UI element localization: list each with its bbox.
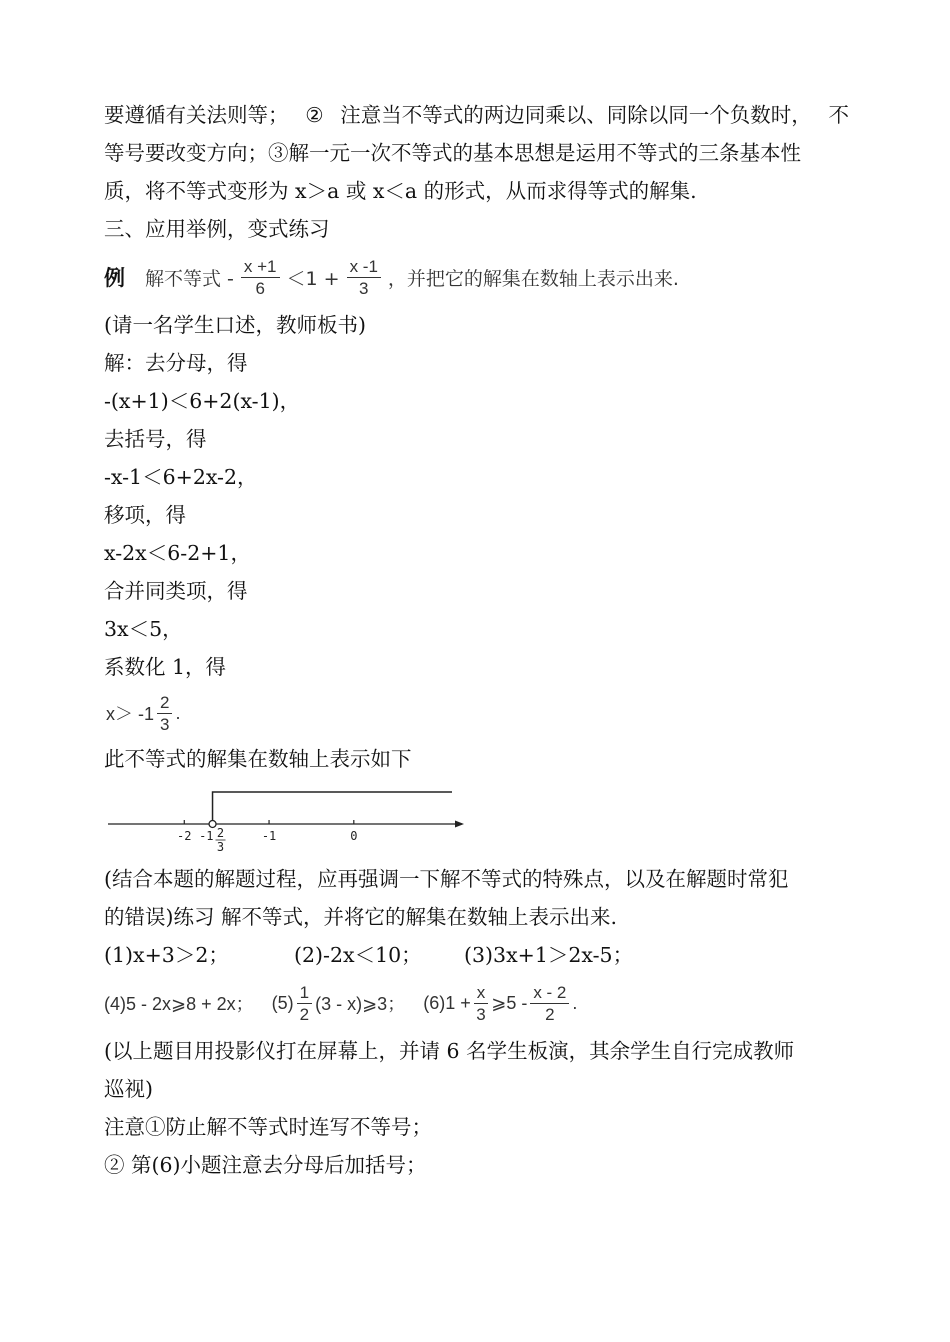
intro-line-3: 质，将不等式变形为 x＞a 或 x＜a 的形式，从而求得等式的解集. [104, 179, 697, 203]
exercise-item-3: (3)3x+1＞2x-5； [464, 943, 634, 967]
exercise-item-1: (1)x+3＞2； [104, 943, 229, 967]
fraction-denominator: 2 [545, 1004, 555, 1024]
solution-set-ray [213, 792, 452, 820]
exercise-item-4: (4)5 - 2x⩾8 + 2x； [104, 994, 254, 1014]
attention-note-1: 注意①防止解不等式时连写不等号； [104, 1115, 432, 1139]
intro-line-1-part-c: 注意当不等式的两边同乘以、同除以同一个负数时， [340, 103, 812, 127]
answer-prefix: x＞ -1 [106, 704, 155, 724]
open-circle-point [209, 821, 216, 828]
exercise-row-2 [104, 974, 849, 1032]
solution-step: -(x+1)＜6+2(x-1)， [104, 389, 301, 413]
practice-intro-line-1: (结合本题的解题过程，应再强调一下解不等式的特殊点，以及在解题时常犯 [104, 867, 789, 891]
fraction-numerator: 1 [297, 984, 312, 1004]
fraction-numerator: x [474, 984, 489, 1004]
section-heading: 三、应用举例，变式练习 [104, 217, 330, 241]
solution-answer [104, 686, 849, 740]
axis-tick-label: 0 [350, 829, 358, 843]
example-suffix: ，并把它的解集在数轴上表示出来. [387, 267, 679, 290]
fraction-denominator: 2 [299, 1004, 310, 1024]
exercise-item-5-prefix: (5) [271, 992, 294, 1013]
axis-tick-label: -2 [177, 829, 192, 843]
fraction-denominator: 6 [255, 278, 265, 298]
practice-intro-line-2: 的错误)练习 解不等式，并将它的解集在数轴上表示出来. [104, 905, 618, 929]
example-label: 例 [104, 266, 125, 290]
fraction-denominator: 3 [359, 278, 369, 298]
marked-point-label [199, 826, 225, 854]
answer-suffix: . [175, 702, 181, 723]
axis-tick-label: -1 [261, 829, 277, 843]
fraction-denominator: 3 [476, 1004, 486, 1024]
solution-step: -x-1＜6+2x-2， [104, 465, 258, 489]
example-fraction-1 [241, 258, 280, 297]
intro-line-1-part-b: ② [305, 103, 324, 127]
fraction-numerator: x - 2 [530, 984, 569, 1004]
marked-point-label-denominator: 3 [216, 840, 225, 854]
intro-line-1-part-a: 要遵循有关法则等； [104, 103, 289, 127]
example-prefix: 解不等式 - [145, 267, 234, 290]
intro-line-1-part-d: 不 [828, 103, 849, 127]
number-line-figure [104, 778, 849, 860]
number-line-svg [104, 778, 474, 860]
solution-step: 移项，得 [104, 503, 186, 527]
exercise-row-1 [104, 936, 849, 974]
exercise-item-6-fraction-1 [474, 984, 489, 1023]
solution-step: 合并同类项，得 [104, 579, 248, 603]
solution-step: 解：去分母，得 [104, 351, 248, 375]
marked-point-label-numerator: 2 [216, 826, 225, 840]
fraction-numerator: 2 [157, 694, 172, 714]
axis-arrow-head [455, 821, 464, 828]
intro-line-1 [104, 96, 849, 134]
intro-line-2: 等号要改变方向；③解一元一次不等式的基本思想是运用不等式的三条基本性 [104, 141, 801, 165]
fraction-numerator: x +1 [241, 258, 280, 278]
answer-fraction [157, 694, 172, 733]
exercise-item-5-fraction [297, 984, 312, 1023]
projection-note-line-1: (以上题目用投影仪打在屏幕上，并请 6 名学生板演，其余学生自行完成教师 [104, 1039, 795, 1063]
exercise-item-6-fraction-2 [530, 984, 569, 1023]
solution-step: 3x＜5， [104, 617, 183, 641]
projection-note-line-2: 巡视) [104, 1077, 153, 1101]
solution-note: (请一名学生口述，教师板书) [104, 313, 366, 337]
exercise-item-2: (2)-2x＜10； [294, 943, 422, 967]
exercise-item-5-suffix: (3 - x)⩾3； [315, 994, 406, 1014]
fraction-denominator: 3 [160, 714, 170, 734]
numberline-caption: 此不等式的解集在数轴上表示如下 [104, 747, 412, 771]
solution-step: 系数化 1，得 [104, 655, 227, 679]
exercise-item-6-suffix: . [572, 992, 578, 1013]
fraction-numerator: x -1 [347, 258, 381, 278]
solution-step: x-2x＜6-2+1， [104, 541, 251, 565]
example-fraction-2 [347, 258, 381, 297]
exercise-item-6-prefix: (6)1 + [423, 992, 471, 1013]
document-page [104, 96, 849, 1184]
marked-point-label-whole: -1 [199, 829, 214, 843]
attention-note-2: ② 第(6)小题注意去分母后加括号； [104, 1153, 427, 1177]
solution-step: 去括号，得 [104, 427, 207, 451]
example-problem [104, 248, 849, 306]
example-middle: ＜1 + [286, 267, 340, 290]
exercise-item-6-middle: ⩾5 - [491, 992, 528, 1013]
